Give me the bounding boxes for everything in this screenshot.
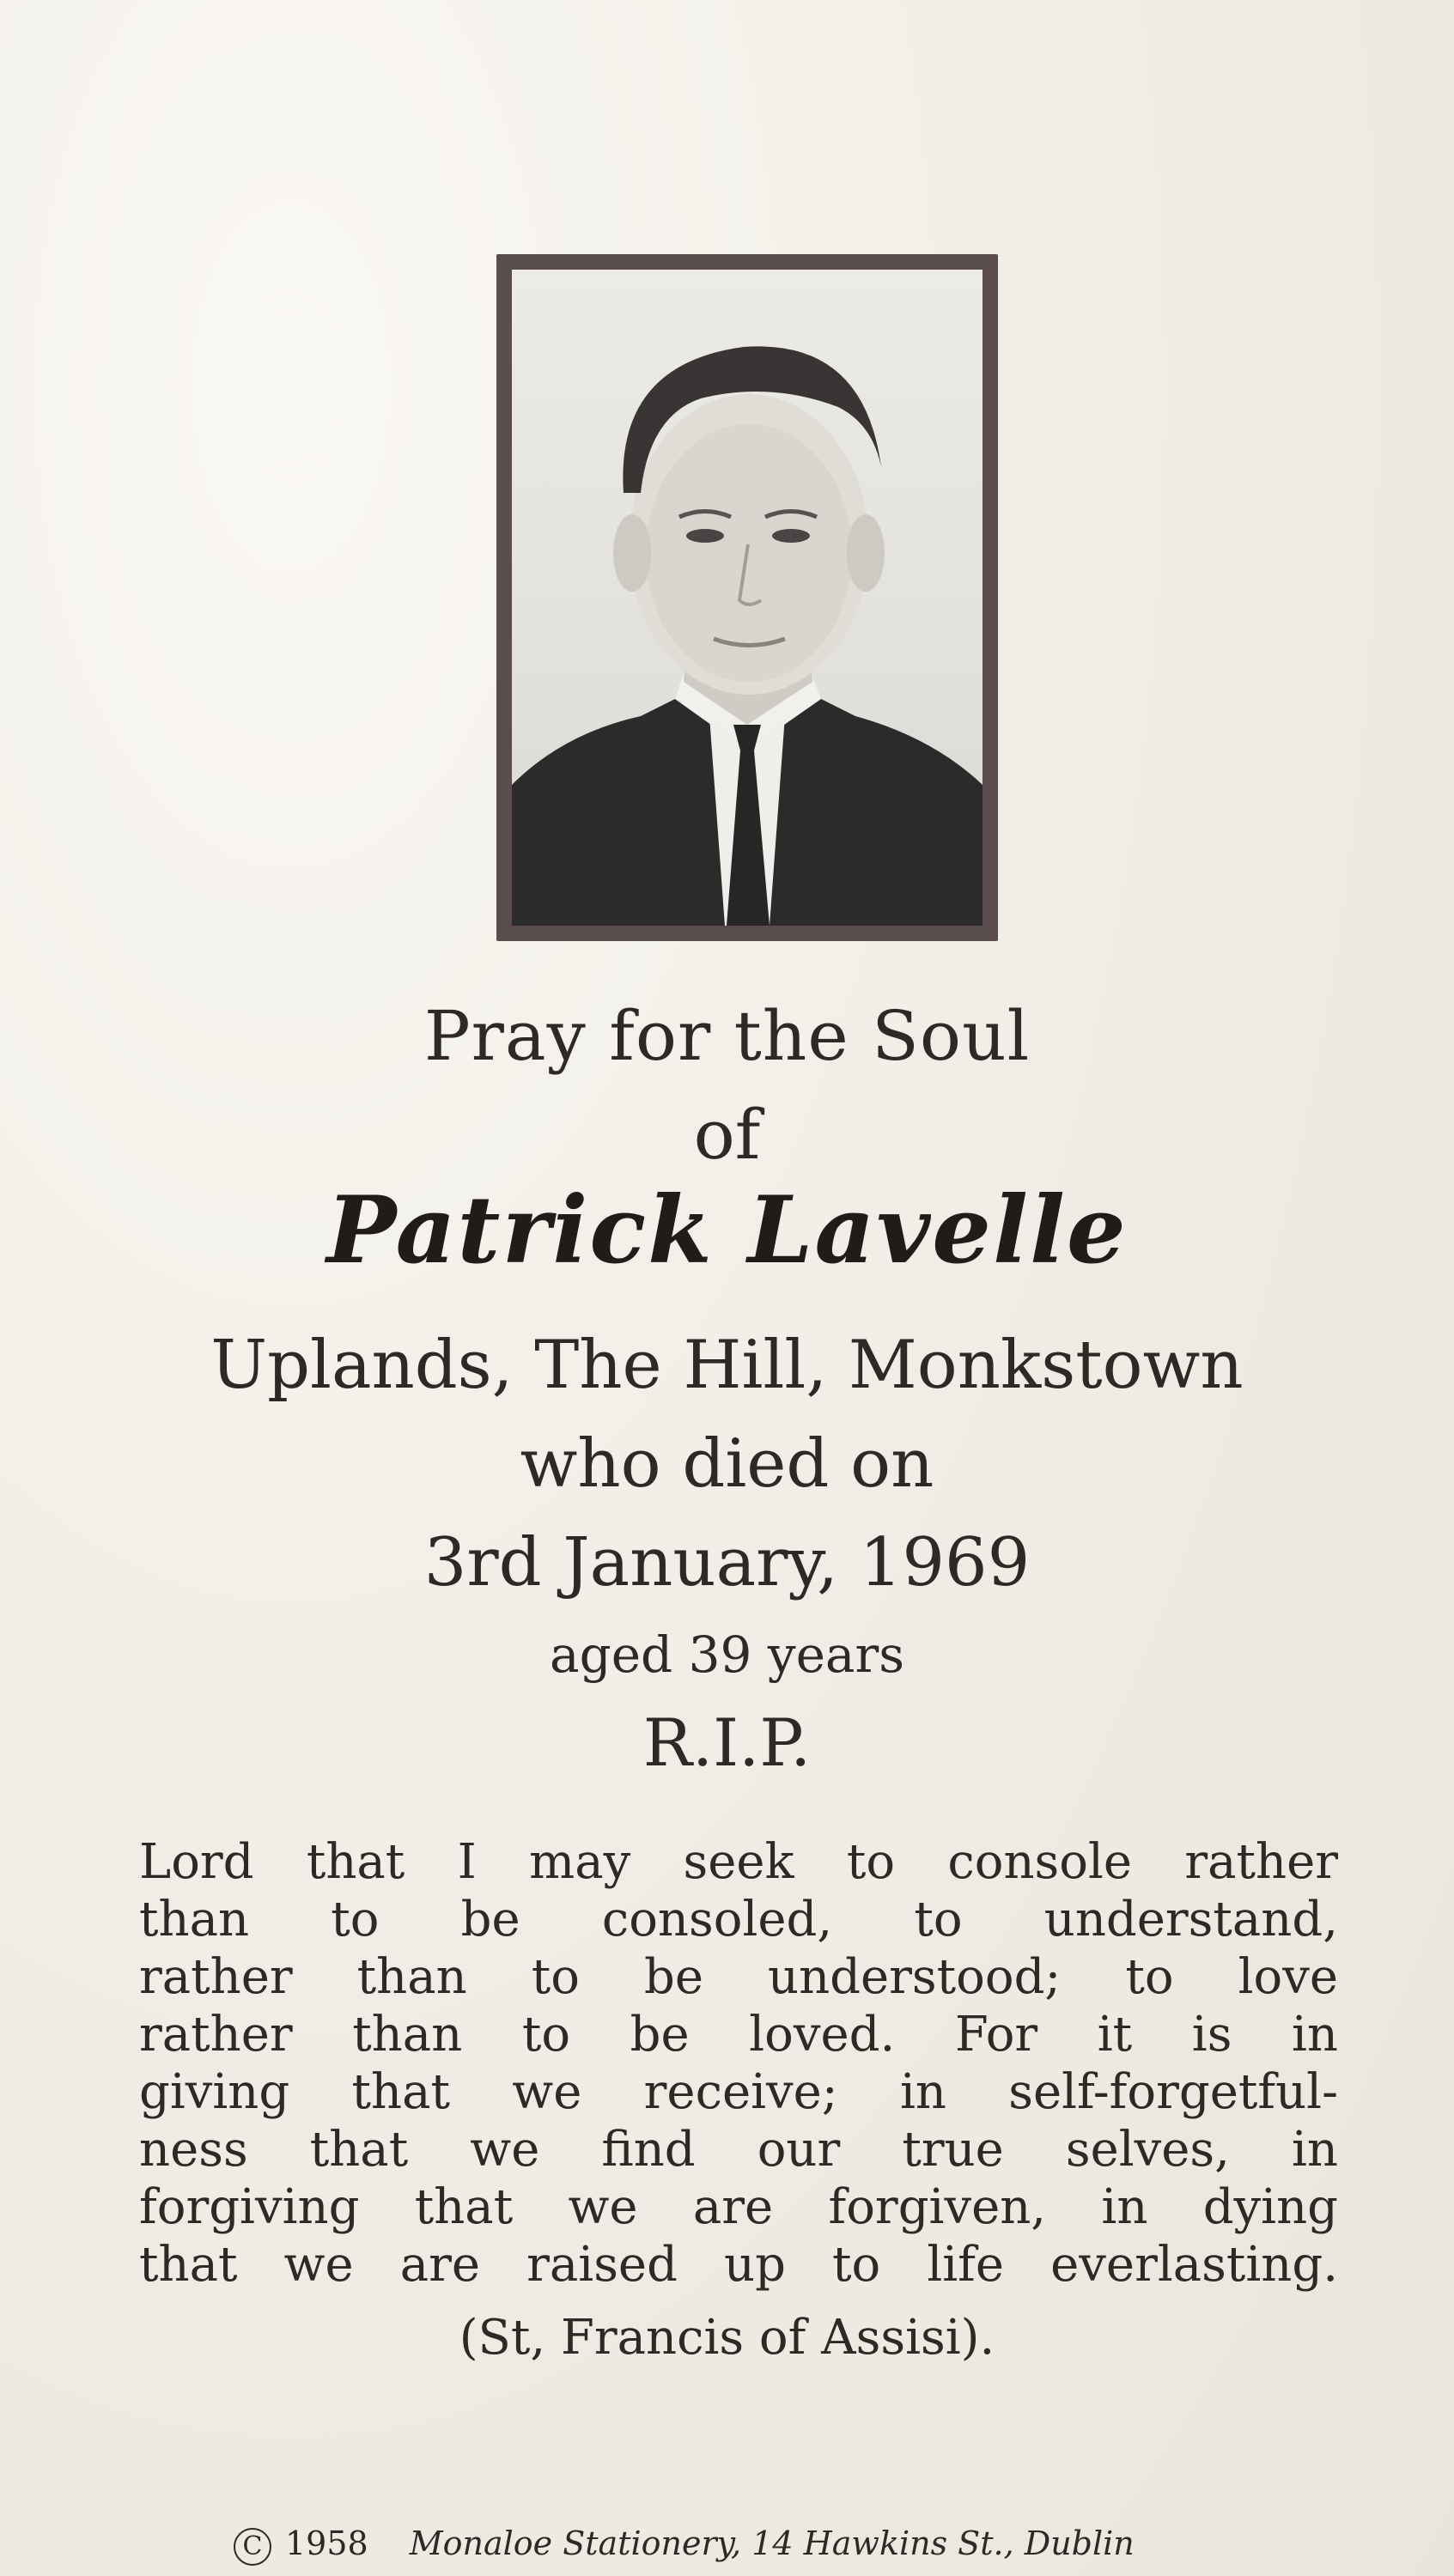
deceased-address: Uplands, The Hill, Monkstown — [210, 1327, 1244, 1404]
prayer-line: rather than to be loved. For it is in — [139, 2007, 1338, 2063]
copyright-year: 1958 — [285, 2524, 368, 2562]
printer-footer — [234, 2524, 1264, 2566]
prayer-line: ness that we find our true selves, in — [139, 2122, 1338, 2178]
prayer-line: Lord that I may seek to console rather — [139, 1834, 1338, 1890]
prayer-line: that we are raised up to life everlasting. — [139, 2237, 1338, 2293]
date-of-death: 3rd January, 1969 — [423, 1524, 1031, 1601]
prayer-line: giving that we receive; in self-forgetful- — [139, 2064, 1338, 2120]
of-line: of — [693, 1095, 761, 1175]
prayer-attribution: (St, Francis of Assisi). — [459, 2310, 995, 2366]
prayer-line: rather than to be understood; to love — [139, 1949, 1338, 2005]
age-at-death: aged 39 years — [550, 1625, 904, 1684]
rip-text: R.I.P. — [642, 1704, 812, 1781]
prayer-line: forgiving that we are forgiven, in dying — [139, 2179, 1338, 2235]
prayer-text — [139, 1833, 1338, 2293]
pray-for-soul-line: Pray for the Soul — [423, 996, 1031, 1076]
prayer-line: than to be consoled, to understand, — [139, 1892, 1338, 1947]
died-on-line: who died on — [520, 1425, 934, 1503]
portrait-illustration — [512, 270, 983, 926]
deceased-name: Patrick Lavelle — [326, 1176, 1128, 1285]
portrait-frame — [496, 254, 998, 941]
portrait-photo — [512, 270, 983, 926]
publisher-info: Monaloe Stationery, 14 Hawkins St., Dublin — [409, 2524, 1135, 2562]
copyright-icon: C — [234, 2528, 271, 2566]
